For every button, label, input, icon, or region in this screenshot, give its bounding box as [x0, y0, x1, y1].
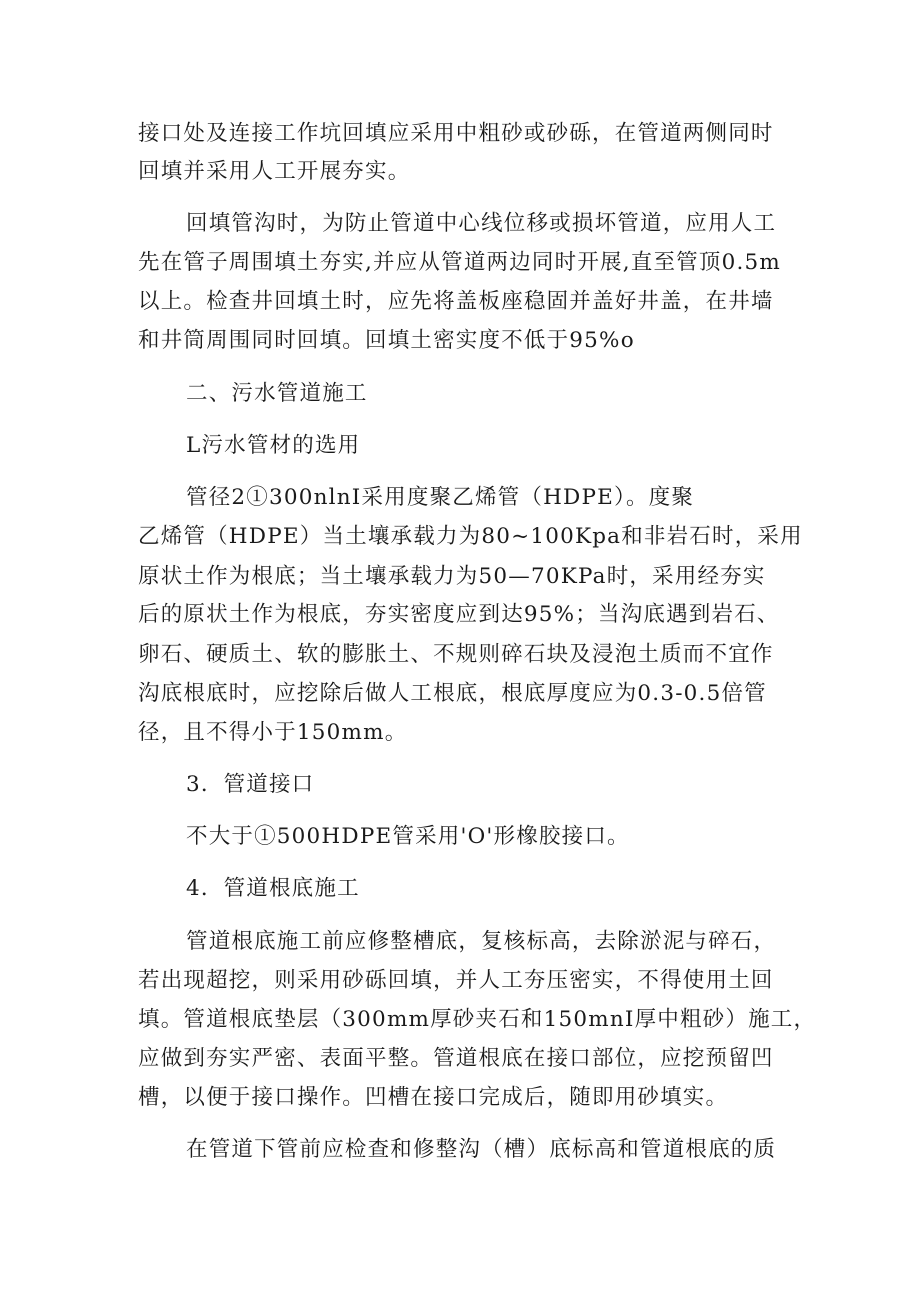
paragraph-line: 后的原状土作为根底，夯实密度应到达95%；当沟底遇到岩石、	[138, 602, 780, 627]
paragraph-line: 回填并采用人工开展夯实。	[138, 159, 411, 184]
subsection-heading: L污水管材的选用	[186, 433, 361, 458]
paragraph-line: 和井筒周围同时回填。回填土密实度不低于95%o	[138, 328, 635, 353]
paragraph-line: 在管道下管前应检查和修整沟（槽）底标高和管道根底的质	[186, 1137, 777, 1162]
paragraph-line: 先在管子周围填土夯实,并应从管道两边同时开展,直至管顶0.5m	[138, 250, 781, 275]
paragraph-line: 径，且不得小于150mm。	[138, 720, 408, 745]
subsection-heading: 3．管道接口	[186, 772, 315, 797]
paragraph-line: 乙烯管（HDPE）当土壤承载力为80~100Kpa和非岩石时，采用	[138, 524, 803, 549]
paragraph-line: 应做到夯实严密、表面平整。管道根底在接口部位，应挖预留凹	[138, 1046, 774, 1071]
paragraph-line: 沟底根底时，应挖除后做人工根底，根底厚度应为0.3-0.5倍管	[138, 681, 767, 706]
paragraph-line: 卵石、硬质土、软的膨胀土、不规则碎石块及浸泡土质而不宜作	[138, 642, 774, 667]
paragraph-line: 以上。检查井回填土时，应先将盖板座稳固并盖好井盖，在井墙	[138, 289, 774, 314]
paragraph-line: 不大于①500HDPE管采用'O'形橡胶接口。	[186, 824, 630, 849]
paragraph-line: 接口处及连接工作坑回填应采用中粗砂或砂砾，在管道两侧同时	[138, 121, 774, 146]
subsection-heading: 4．管道根底施工	[186, 876, 360, 901]
paragraph-line: 管径2①300nlnI采用度聚乙烯管（HDPE）。度聚	[186, 485, 695, 510]
paragraph-line: 若出现超挖，则采用砂砾回填，并人工夯压密实，不得使用土回	[138, 968, 774, 993]
paragraph-line: 原状土作为根底；当土壤承载力为50—70KPa时，采用经夯实	[138, 564, 766, 589]
paragraph-line: 填。管道根底垫层（300mm厚砂夹石和150mnI厚中粗砂）施工，	[138, 1007, 817, 1032]
paragraph-line: 管道根底施工前应修整槽底，复核标高，去除淤泥与碎石，	[186, 929, 777, 954]
paragraph-line: 回填管沟时，为防止管道中心线位移或损坏管道，应用人工	[186, 211, 777, 236]
paragraph-line: 槽，以便于接口操作。凹槽在接口完成后，随即用砂填实。	[138, 1085, 729, 1110]
section-heading: 二、污水管道施工	[186, 381, 368, 406]
